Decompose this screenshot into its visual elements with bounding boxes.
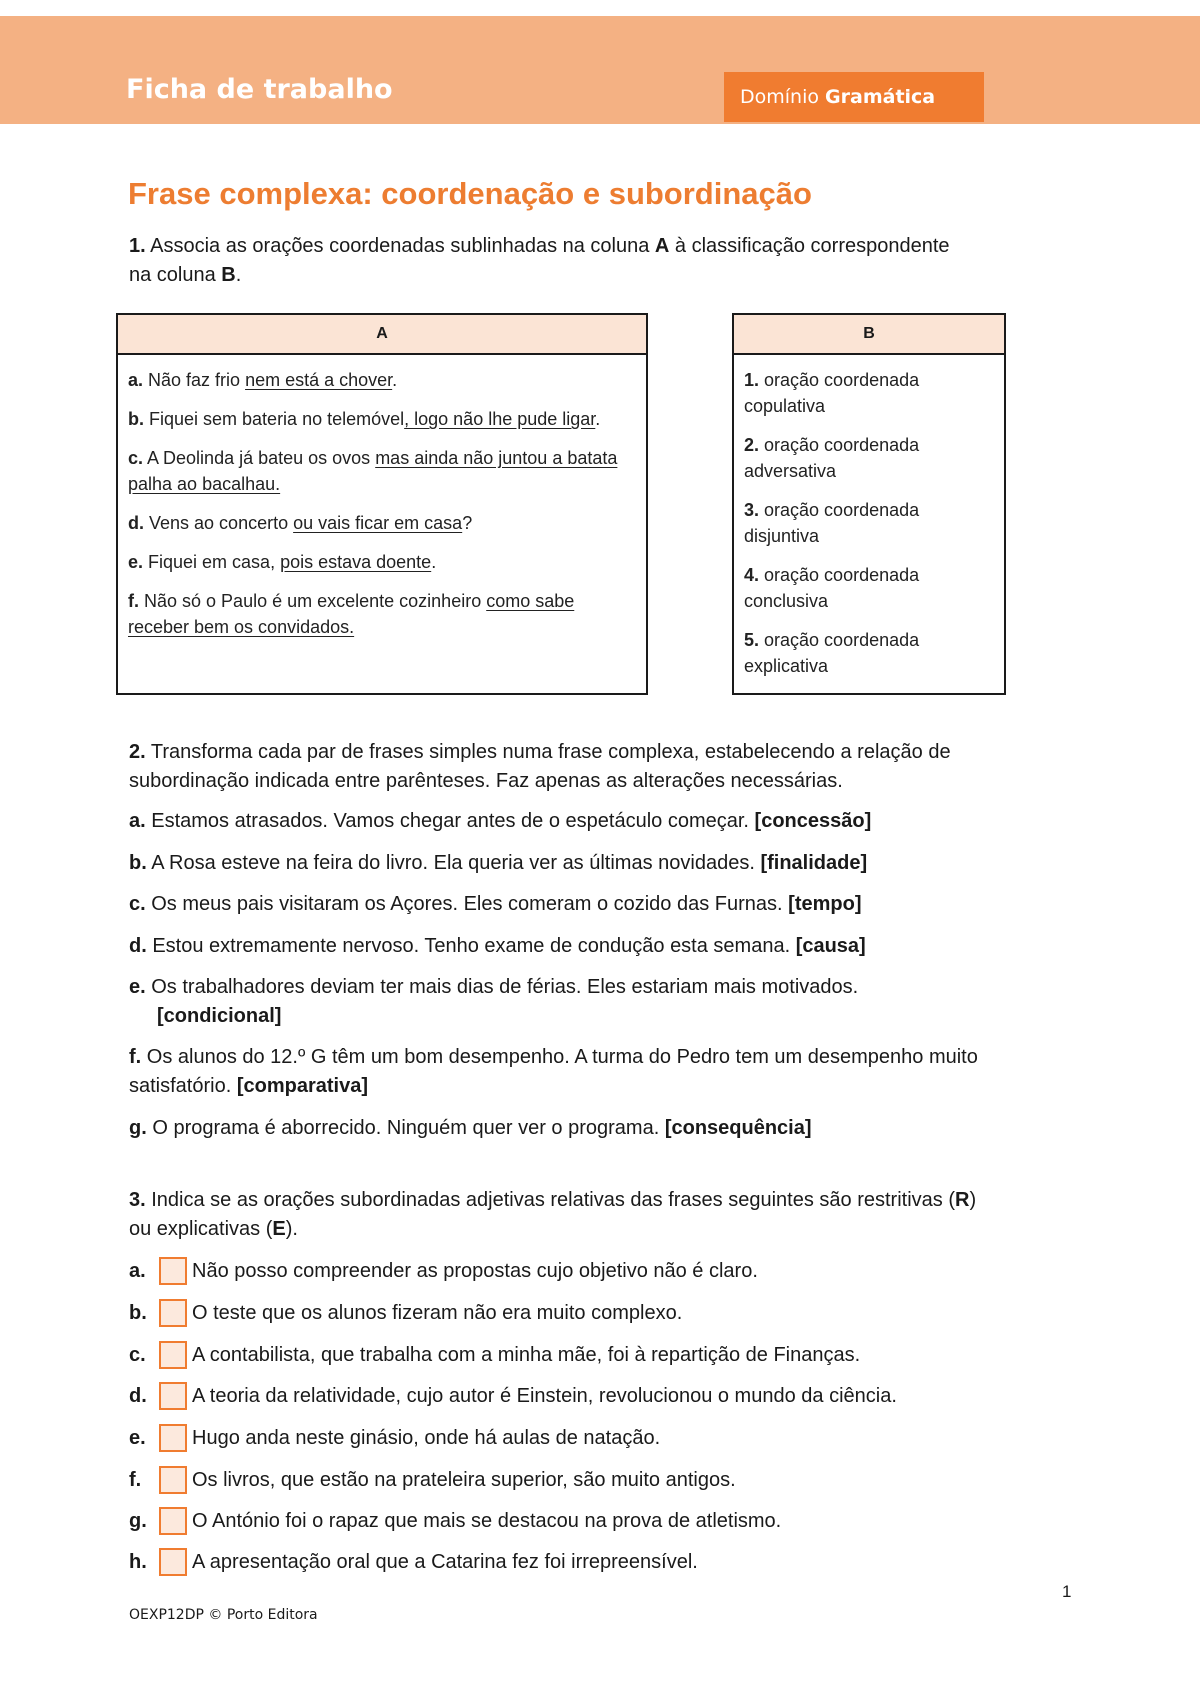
item-text: oração coordenada disjuntiva [744,500,920,546]
q2-item [129,890,1089,919]
relation-tag: [tempo] [788,893,862,915]
q3-text-part: Indica se as orações subordinadas adjetivas relativas das frases seguintes são restritivas ( [145,1189,955,1211]
item-letter: g. [129,1509,147,1532]
q2-number: 2. [129,741,146,763]
q2-text-part: subordinação indicada entre parênteses. Faz apenas as alterações necessárias. [129,770,843,792]
q1-col-b-ref: B [221,264,236,286]
item-letter: c. [129,893,146,915]
item-text: A contabilista, que trabalha com a minha mãe, foi à repartição de Finanças. [192,1343,861,1366]
item-text: Vens ao concerto [144,513,294,533]
q3-item [129,1340,860,1370]
item-letter: e. [128,552,144,572]
underlined-clause: como sabe receber bem os convidados. [128,591,575,637]
column-b-item [744,627,994,679]
item-number: 2. [744,435,760,455]
item-text: ? [462,513,473,533]
item-number: 5. [744,630,760,650]
item-text: Estou extremamente nervoso. Tenho exame de condução esta semana. [146,935,796,957]
q2-item [129,807,1089,836]
domain-value: Gramática [825,86,936,108]
q3-item [129,1256,758,1286]
column-a-item [128,588,636,640]
q1-text-part: Associa as orações coordenadas sublinhadas na coluna [145,235,655,257]
answer-box[interactable] [159,1548,187,1576]
item-letter: d. [129,935,147,957]
column-a-item [128,510,636,536]
item-letter: c. [128,448,144,468]
q3-text-part: ) [969,1189,977,1211]
column-b-cell [734,355,1004,679]
underlined-clause: , logo não lhe pude ligar [404,409,596,429]
relation-tag: [concessão] [754,810,872,832]
item-text: O António foi o rapaz que mais se destacou na prova de atletismo. [192,1509,782,1532]
underlined-clause: nem está a chover [245,370,393,390]
relation-tag: [finalidade] [760,852,868,874]
underlined-clause: pois estava doente [280,552,432,572]
item-text: A apresentação oral que a Catarina fez foi irrepreensível. [192,1550,698,1573]
q3-item [129,1465,736,1495]
item-letter: f. [128,591,139,611]
item-letter: h. [129,1550,147,1573]
item-letter: b. [129,852,147,874]
q3-number: 3. [129,1189,146,1211]
item-number: 3. [744,500,760,520]
q1-text-part: na coluna [129,264,222,286]
item-text: Os meus pais visitaram os Açores. Eles comeram o cozido das Furnas. [145,893,789,915]
q1-number: 1. [129,235,146,257]
item-text: oração coordenada conclusiva [744,565,920,611]
item-letter: a. [128,370,144,390]
item-text: oração coordenada copulativa [744,370,920,416]
header-band [0,16,1200,124]
item-text: satisfatório. [129,1075,237,1097]
item-letter: a. [129,810,146,832]
q3-item [129,1506,781,1536]
column-a-item [128,406,636,432]
underlined-clause: ou vais ficar em casa [293,513,463,533]
item-text: Estamos atrasados. Vamos chegar antes de o espetáculo começar. [145,810,755,832]
answer-box[interactable] [159,1382,187,1410]
item-letter: f. [129,1046,142,1068]
item-text: Hugo anda neste ginásio, onde há aulas de natação. [192,1426,661,1449]
q3-item [129,1423,660,1453]
domain-label: Domínio [740,86,819,108]
item-letter: c. [129,1343,146,1366]
item-letter: e. [129,976,146,998]
item-letter: e. [129,1426,146,1449]
column-a-item [128,367,636,393]
item-indent [129,1005,281,1027]
relation-tag: [comparativa] [236,1075,368,1097]
page-number: 1 [1062,1582,1072,1601]
column-b-item [744,432,994,484]
item-text: . [595,409,601,429]
item-text: Os trabalhadores deviam ter mais dias de férias. Eles estariam mais motivados. [145,976,859,998]
relation-tag: [consequência] [664,1117,812,1139]
q3-e-ref: E [272,1218,286,1240]
q2-instruction [129,738,1089,796]
q3-text-part: ). [285,1218,298,1240]
item-text: A Deolinda já bateu os ovos [143,448,376,468]
item-text: oração coordenada adversativa [744,435,920,481]
q1-text-part: à classificação correspondente [669,235,950,257]
item-text: Não posso compreender as propostas cujo objetivo não é claro. [192,1259,758,1282]
underlined-clause: mas ainda não juntou a batata palha ao bacalhau. [128,448,618,494]
item-text: O teste que os alunos fizeram não era muito complexo. [192,1301,683,1324]
item-letter: g. [129,1117,147,1139]
item-text: O programa é aborrecido. Ninguém quer ver o programa. [146,1117,665,1139]
q3-instruction [129,1186,1089,1244]
page-title: Frase complexa: coordenação e subordinação [128,176,812,211]
answer-box[interactable] [159,1507,187,1535]
item-letter: f. [129,1468,142,1491]
column-b-item [744,367,994,419]
q2-item [129,1043,1089,1101]
item-text: Fiquei em casa, [143,552,281,572]
q3-item [129,1298,682,1328]
q3-text-part: ou explicativas ( [129,1218,273,1240]
q2-item [129,973,1089,1031]
answer-box[interactable] [159,1466,187,1494]
q1-instruction [129,232,1089,290]
item-number: 1. [744,370,760,390]
item-letter: a. [129,1259,146,1282]
item-letter: d. [129,1384,147,1407]
q3-item [129,1547,698,1577]
domain-badge [724,72,984,122]
item-letter: b. [129,1301,147,1324]
answer-box[interactable] [159,1257,187,1285]
item-text: Não faz frio [143,370,246,390]
header-title: Ficha de trabalho [126,74,393,105]
item-text: A Rosa esteve na feira do livro. Ela queria ver as últimas novidades. [146,852,761,874]
column-b-header: B [734,315,1004,355]
item-text: oração coordenada explicativa [744,630,920,676]
item-text: Não só o Paulo é um excelente cozinheiro [139,591,487,611]
q1-col-a-ref: A [654,235,670,257]
column-a-header: A [118,315,646,355]
column-b-table [732,313,1006,695]
q2-item [129,1114,1089,1143]
answer-box[interactable] [159,1424,187,1452]
column-a-item [128,445,636,497]
q2-item [129,849,1089,878]
relation-tag: [condicional] [157,1005,282,1027]
column-b-item [744,562,994,614]
column-a-item [128,549,636,575]
footer-copyright: OEXP12DP © Porto Editora [129,1607,318,1623]
column-a-cell [118,355,646,640]
item-letter: d. [128,513,144,533]
q3-item [129,1381,897,1411]
item-number: 4. [744,565,760,585]
q2-text-part: Transforma cada par de frases simples numa frase complexa, estabelecendo a relação de [145,741,951,763]
answer-box[interactable] [159,1299,187,1327]
q1-text-part: . [235,264,242,286]
q2-item [129,932,1089,961]
item-text: . [431,552,437,572]
relation-tag: [causa] [795,935,866,957]
item-text: A teoria da relatividade, cujo autor é Einstein, revolucionou o mundo da ciência. [192,1384,897,1407]
item-letter: b. [128,409,144,429]
column-b-item [744,497,994,549]
answer-box[interactable] [159,1341,187,1369]
item-text: Os alunos do 12.º G têm um bom desempenho. A turma do Pedro tem um desempenho muito [141,1046,978,1068]
column-a-table [116,313,648,695]
item-text: . [392,370,398,390]
item-text: Fiquei sem bateria no telemóvel [144,409,405,429]
q3-r-ref: R [954,1189,970,1211]
item-text: Os livros, que estão na prateleira superior, são muito antigos. [192,1468,736,1491]
